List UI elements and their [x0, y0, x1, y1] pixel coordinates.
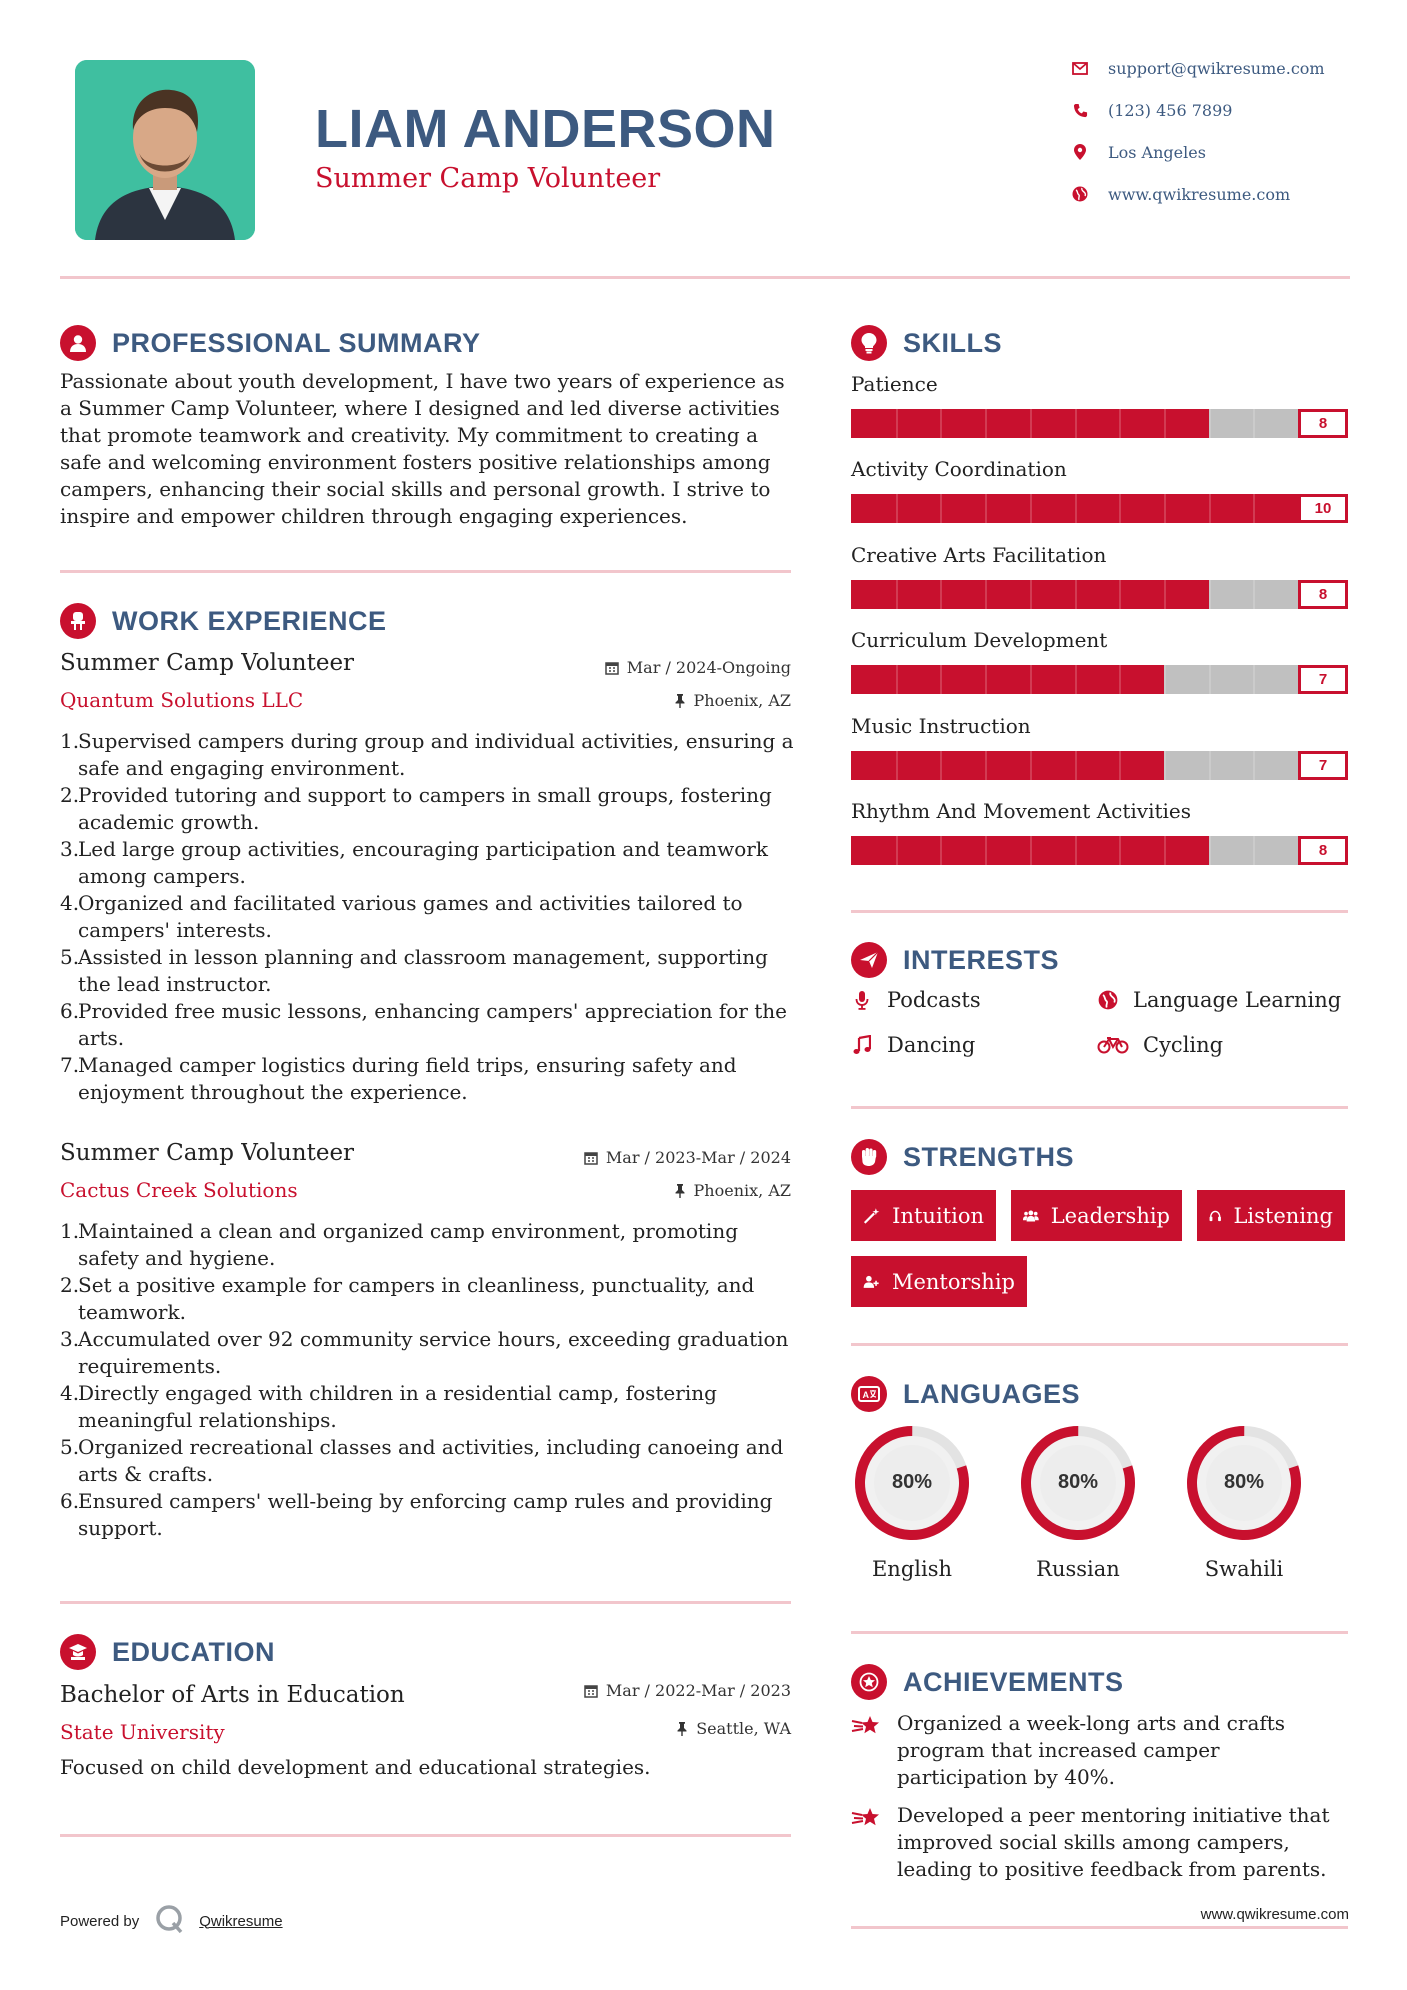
envelope-icon — [1070, 58, 1090, 78]
interests-heading — [851, 942, 1059, 978]
skill-bar-tick — [940, 751, 942, 780]
strength-intuition — [851, 1190, 996, 1241]
skill-bar-tick — [1119, 580, 1121, 609]
skill-bar-tick — [1119, 494, 1121, 523]
skills-title: SKILLS — [903, 327, 1003, 358]
skill-score: 10 — [1298, 494, 1348, 523]
interests-divider — [851, 1106, 1348, 1109]
education-heading — [60, 1634, 275, 1670]
skill-name: Patience — [851, 372, 938, 396]
skill-name: Creative Arts Facilitation — [851, 542, 1107, 567]
skill-bar-tick — [1030, 751, 1032, 780]
interests-title: INTERESTS — [903, 944, 1060, 975]
skill-score: 8 — [1298, 580, 1348, 609]
job-2-date-text: Mar / 2023-Mar / 2024 — [605, 1148, 791, 1167]
achievement-text: Developed a peer mentoring initiative that improved social skills among campers, leading to positive feedback from parents. — [897, 1803, 1330, 1881]
job-2-bullets — [60, 1218, 800, 1542]
job-1-location-text: Phoenix, AZ — [693, 691, 791, 710]
contact-location — [1070, 142, 1206, 162]
qwikresume-link[interactable]: Qwikresume — [199, 1912, 283, 1930]
list-item: 1. Maintained a clean and organized camp environment, promoting safety and hygiene. — [60, 1219, 738, 1270]
chair-icon — [60, 603, 96, 639]
skill-bar-fill — [851, 751, 1164, 780]
summary-title: PROFESSIONAL SUMMARY — [112, 327, 481, 358]
skill-bar-tick — [1253, 580, 1255, 609]
list-item: 2. Set a positive example for campers in cleanliness, punctuality, and teamwork. — [60, 1273, 755, 1324]
education-title: EDUCATION — [112, 1636, 275, 1667]
skill-bar-tick — [1209, 409, 1211, 438]
skill-bar-tick — [1209, 494, 1211, 523]
skill-bar-tick — [896, 494, 898, 523]
education-description: Focused on child development and educational strategies. — [60, 1755, 651, 1779]
skill-bar-tick — [1119, 665, 1121, 694]
calendar-icon — [584, 1684, 598, 1698]
contact-website[interactable] — [1070, 184, 1290, 204]
skill-bar-tick — [985, 751, 987, 780]
skill-bar-tick — [1119, 836, 1121, 865]
candidate-name: LIAM ANDERSON — [315, 99, 776, 159]
interest-label: Podcasts — [887, 988, 981, 1012]
education-date — [584, 1681, 791, 1700]
skill-bar-tick — [1209, 665, 1211, 694]
fist-icon — [851, 1139, 887, 1175]
strength-leadership — [1011, 1190, 1182, 1241]
strength-label: Mentorship — [891, 1269, 1015, 1294]
user-icon — [60, 325, 96, 361]
interest-language-learning — [1097, 988, 1341, 1012]
education-school: State University — [60, 1720, 225, 1744]
skill-bar-tick — [1164, 580, 1166, 609]
skill-bar-tick — [940, 494, 942, 523]
skill-score: 7 — [1298, 751, 1348, 780]
languages-divider — [851, 1631, 1348, 1634]
summary-divider — [60, 570, 791, 573]
strength-label: Listening — [1233, 1203, 1333, 1228]
magic-wand-icon — [863, 1206, 880, 1226]
contact-website-text: www.qwikresume.com — [1108, 184, 1291, 204]
skill-bar-tick — [1253, 836, 1255, 865]
job-1-role: Summer Camp Volunteer — [60, 650, 355, 676]
job-1-bullets — [60, 728, 800, 1106]
pushpin-icon — [674, 693, 686, 708]
skill-bar-tick — [1164, 751, 1166, 780]
globe-icon — [1097, 990, 1119, 1010]
skill-bar-tick — [1030, 836, 1032, 865]
achievements-title: ACHIEVEMENTS — [903, 1666, 1124, 1697]
skill-bar-tick — [985, 665, 987, 694]
list-item: 6. Ensured campers' well-being by enforcing camp rules and providing support. — [60, 1489, 773, 1540]
skill-bar-tick — [940, 580, 942, 609]
interest-label: Dancing — [887, 1033, 976, 1057]
candidate-title: Summer Camp Volunteer — [315, 163, 661, 194]
interest-label: Language Learning — [1133, 988, 1342, 1012]
user-plus-icon — [863, 1272, 880, 1292]
skill-bar-tick — [940, 836, 942, 865]
skill-bar-tick — [896, 751, 898, 780]
list-item: 1. Supervised campers during group and individual activities, ensuring a safe and engaging environment. — [60, 729, 794, 780]
list-item: 2. Provided tutoring and support to campers in small groups, fostering academic growth. — [60, 783, 772, 834]
skill-bar-tick — [896, 665, 898, 694]
strength-mentorship — [851, 1256, 1027, 1307]
qwikresume-logo-icon — [155, 1904, 185, 1938]
skill-score: 8 — [1298, 836, 1348, 865]
summary-heading — [60, 325, 481, 361]
skill-bar-tick — [1164, 665, 1166, 694]
strength-listening — [1197, 1190, 1345, 1241]
skill-bar-fill — [851, 494, 1348, 523]
svg-text:A: A — [862, 1390, 869, 1400]
bicycle-icon — [1097, 1036, 1129, 1054]
skill-bar-tick — [896, 580, 898, 609]
skill-bar-tick — [940, 665, 942, 694]
skill-bar-tick — [896, 409, 898, 438]
skill-bar-tick — [1209, 751, 1211, 780]
graduate-icon — [60, 1634, 96, 1670]
strengths-heading — [851, 1139, 1074, 1175]
map-pin-icon — [1070, 142, 1090, 162]
phone-icon — [1070, 100, 1090, 120]
language-percent: 80% — [891, 1471, 933, 1493]
skill-bar-tick — [985, 836, 987, 865]
list-item: 3. Led large group activities, encouraging participation and teamwork among campers. — [60, 837, 768, 888]
skill-bar-tick — [1075, 580, 1077, 609]
skill-bar-tick — [1253, 409, 1255, 438]
skill-bar-tick — [1119, 751, 1121, 780]
pushpin-icon — [674, 1183, 686, 1198]
job-1-date-text: Mar / 2024-Ongoing — [626, 658, 791, 677]
job-2-company: Cactus Creek Solutions — [60, 1178, 298, 1202]
shooting-star-icon — [851, 1802, 885, 1883]
footer-url[interactable]: www.qwikresume.com — [1200, 1906, 1349, 1923]
skills-divider — [851, 910, 1348, 913]
job-2-location — [674, 1181, 791, 1200]
achievement-item — [851, 1802, 1351, 1883]
skill-bar-tick — [1075, 751, 1077, 780]
skill-bar-tick — [896, 836, 898, 865]
list-item: 4. Directly engaged with children in a residential camp, fostering meaningful relationships. — [60, 1381, 717, 1432]
skill-bar-fill — [851, 665, 1164, 694]
achievement-item — [851, 1710, 1351, 1791]
skill-bar-tick — [940, 409, 942, 438]
job-1-company: Quantum Solutions LLC — [60, 688, 304, 712]
language-name: Russian — [1036, 1557, 1120, 1581]
globe-icon — [1070, 184, 1090, 204]
language-percent: 80% — [1057, 1471, 1099, 1493]
language-name: Swahili — [1204, 1557, 1284, 1581]
skill-bar-tick — [985, 580, 987, 609]
list-item: 6. Provided free music lessons, enhancing campers' appreciation for the arts. — [60, 999, 787, 1050]
skill-bar-tick — [1075, 836, 1077, 865]
skill-bar-tick — [1164, 494, 1166, 523]
skill-bar-tick — [1030, 665, 1032, 694]
achievements-heading — [851, 1664, 1124, 1700]
interest-cycling — [1097, 1033, 1223, 1057]
contact-phone[interactable] — [1070, 100, 1232, 120]
interest-podcasts — [851, 988, 981, 1012]
skill-bar — [851, 751, 1348, 780]
skill-bar-tick — [1253, 665, 1255, 694]
strength-label: Leadership — [1050, 1203, 1170, 1228]
skill-name: Curriculum Development — [851, 628, 1108, 653]
education-degree: Bachelor of Arts in Education — [60, 1682, 405, 1708]
skill-bar — [851, 580, 1348, 609]
job-2-date — [584, 1148, 791, 1167]
language-name: English — [871, 1557, 953, 1581]
skill-bar — [851, 409, 1348, 438]
interest-dancing — [851, 1033, 975, 1057]
skill-bar-tick — [1164, 836, 1166, 865]
strength-label: Intuition — [892, 1203, 984, 1228]
calendar-icon — [584, 1151, 598, 1165]
languages-heading — [851, 1376, 1080, 1412]
pushpin-icon — [676, 1721, 688, 1736]
list-item: 5. Assisted in lesson planning and classroom management, supporting the lead instructor. — [60, 945, 768, 996]
contact-phone-text: (123) 456 7899 — [1108, 100, 1233, 120]
header-divider — [60, 276, 1350, 279]
shooting-star-icon — [851, 1710, 885, 1791]
skill-bar-tick — [1030, 494, 1032, 523]
footer-divider — [851, 1926, 1348, 1929]
star-badge-icon — [851, 1664, 887, 1700]
list-item: 5. Organized recreational classes and activities, including canoeing and arts & crafts. — [60, 1435, 784, 1486]
skill-score: 8 — [1298, 409, 1348, 438]
language-icon — [851, 1376, 887, 1412]
language-percent: 80% — [1223, 1471, 1265, 1493]
profile-photo — [75, 60, 255, 240]
skill-bar-tick — [1209, 836, 1211, 865]
contact-email-text: support@qwikresume.com — [1108, 58, 1325, 78]
skill-bar-tick — [1030, 580, 1032, 609]
skill-bar-tick — [1253, 494, 1255, 523]
skill-bar — [851, 494, 1348, 523]
skill-bar-tick — [1164, 409, 1166, 438]
job-2-location-text: Phoenix, AZ — [693, 1181, 791, 1200]
education-divider — [60, 1834, 791, 1837]
contact-email[interactable] — [1070, 58, 1325, 78]
skill-bar-tick — [1030, 409, 1032, 438]
education-location-text: Seattle, WA — [696, 1719, 791, 1738]
job-1-date — [605, 658, 791, 677]
list-item: 3. Accumulated over 92 community service hours, exceeding graduation requirements. — [60, 1327, 789, 1378]
education-location — [676, 1719, 791, 1738]
skill-bar-tick — [985, 409, 987, 438]
contact-location-text: Los Angeles — [1108, 142, 1206, 162]
skill-name: Rhythm And Movement Activities — [851, 799, 1191, 823]
list-item: 4. Organized and facilitated various games and activities tailored to campers' interests. — [60, 891, 743, 942]
skills-heading — [851, 325, 1002, 361]
lightbulb-icon — [851, 325, 887, 361]
skill-bar-tick — [1209, 580, 1211, 609]
music-note-icon — [851, 1035, 873, 1055]
skill-bar — [851, 665, 1348, 694]
education-date-text: Mar / 2022-Mar / 2023 — [605, 1681, 791, 1700]
summary-text: Passionate about youth development, I have two years of experience as a Summer Camp Volunteer, where I designed and led diverse activities that promote teamwork and creativity. My commitment to creating a safe and welcoming environment fosters positive relationships among campers, enhancing their social skills and personal growth. I strive to inspire and empower children through engaging experiences. — [60, 369, 785, 528]
skill-name: Music Instruction — [851, 713, 1031, 738]
skill-bar-tick — [985, 494, 987, 523]
work-title: WORK EXPERIENCE — [112, 605, 387, 636]
calendar-icon — [605, 661, 619, 675]
job-1-location — [674, 691, 791, 710]
skill-bar-tick — [1075, 494, 1077, 523]
paper-plane-icon — [851, 942, 887, 978]
strengths-title: STRENGTHS — [903, 1141, 1075, 1172]
strengths-divider — [851, 1343, 1348, 1346]
skill-score: 7 — [1298, 665, 1348, 694]
skill-name: Activity Coordination — [851, 457, 1067, 482]
languages-title: LANGUAGES — [903, 1378, 1081, 1409]
skill-bar-tick — [1119, 409, 1121, 438]
users-icon — [1023, 1206, 1039, 1226]
job-2-role: Summer Camp Volunteer — [60, 1140, 355, 1166]
achievement-text: Organized a week-long arts and crafts program that increased camper participation by 40%. — [897, 1711, 1286, 1789]
headphones-icon — [1209, 1206, 1221, 1226]
work-heading — [60, 603, 387, 639]
powered-by-label: Powered by — [60, 1912, 140, 1930]
interest-label: Cycling — [1143, 1033, 1224, 1057]
microphone-icon — [851, 990, 873, 1010]
list-item: 7. Managed camper logistics during field trips, ensuring safety and enjoyment throughout the experience. — [60, 1053, 737, 1104]
skill-bar — [851, 836, 1348, 865]
skill-bar-tick — [1075, 665, 1077, 694]
skill-bar-tick — [1075, 409, 1077, 438]
powered-by — [60, 1904, 283, 1938]
work-divider — [60, 1601, 791, 1604]
skill-bar-tick — [1253, 751, 1255, 780]
